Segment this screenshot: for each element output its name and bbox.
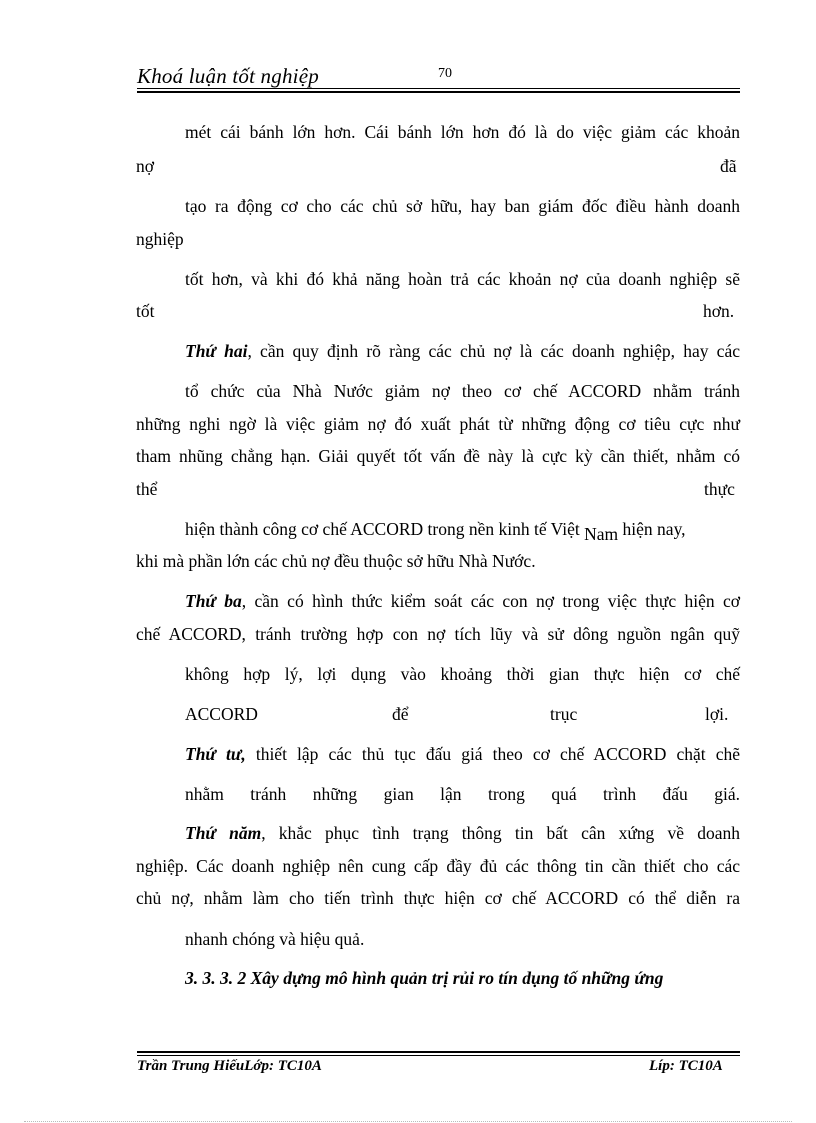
emphasis-lead: Thứ ba [185, 591, 242, 611]
body-line: thể [136, 479, 158, 499]
body-line: nhanh chóng và hiệu quả. [185, 929, 365, 949]
body-line: tham nhũng chẳng hạn. Giải quyết tốt vấn đề này là cực kỳ cần thiết, nhằm có [136, 446, 740, 466]
body-line: lợi. [705, 704, 729, 724]
page-edge-dots [24, 1121, 792, 1122]
emphasis-lead: Thứ năm [185, 823, 262, 843]
body-line: không hợp lý, lợi dụng vào khoảng thời gian thực hiện cơ chế [185, 664, 740, 684]
body-line: những nghi ngờ là việc giảm nợ đó xuất phát từ những động cơ tiêu cực như [136, 414, 740, 434]
body-line: tốt hơn, và khi đó khả năng hoàn trả các khoản nợ của doanh nghiệp sẽ [185, 269, 740, 289]
footer-author: Trần Trung HiếuLớp: TC10A [137, 1058, 322, 1074]
body-line: thực [704, 479, 735, 499]
emphasis-lead: Thứ tư, [185, 744, 246, 764]
header-rule [137, 88, 740, 89]
body-line: Thứ tư, thiết lập các thủ tục đấu giá theo cơ chế ACCORD chặt chẽ [185, 744, 740, 764]
body-line: nhằm tránh những gian lận trong quá trình đấu giá. [185, 784, 740, 804]
body-line: hơn. [703, 301, 735, 321]
header-title: Khoá luận tốt nghiệp [137, 64, 319, 88]
page-number: 70 [438, 66, 452, 81]
body-line: Thứ hai, cần quy định rõ ràng các chủ nợ là các doanh nghiệp, hay các [185, 341, 740, 361]
footer-class: Líp: TC10A [649, 1058, 723, 1074]
footer-rule-double [137, 1051, 740, 1053]
section-subheading: 3. 3. 3. 2 Xây dựng mô hình quản trị rủi ro tín dụng tố những ứng [185, 968, 664, 988]
body-line: tổ chức của Nhà Nước giảm nợ theo cơ chế ACCORD nhằm tránh [185, 381, 740, 401]
body-line: ACCORD [185, 704, 258, 724]
footer-rule [137, 1055, 740, 1056]
body-line: Thứ ba, cần có hình thức kiểm soát các con nợ trong việc thực hiện cơ [185, 591, 740, 611]
header-rule-double [137, 91, 740, 93]
body-line: trục [550, 704, 578, 724]
body-line: Thứ năm, khắc phục tình trạng thông tin bất cân xứng về doanh [185, 823, 740, 843]
emphasis-lead: Thứ hai [185, 341, 248, 361]
body-line: nghiệp [136, 229, 184, 249]
body-line: mét cái bánh lớn hơn. Cái bánh lớn hơn đó là do việc giảm các khoản [185, 122, 740, 142]
body-line: tạo ra động cơ cho các chủ sở hữu, hay ban giám đốc điều hành doanh [185, 196, 740, 216]
body-line: chủ nợ, nhằm làm cho tiến trình thực hiện cơ chế ACCORD có thể diễn ra [136, 888, 740, 908]
body-line: tốt [136, 301, 155, 321]
body-line: khi mà phần lớn các chủ nợ đều thuộc sở hữu Nhà Nước. [136, 551, 536, 571]
body-line: hiện thành công cơ chế ACCORD trong nền kinh tế Việt Nam hiện nay, [185, 519, 686, 544]
body-line: chế ACCORD, tránh trường hợp con nợ tích lũy và sử dông nguồn ngân quỹ [136, 624, 740, 644]
body-line: đã [720, 156, 737, 176]
body-line: nợ [136, 156, 155, 176]
body-line: để [392, 704, 409, 724]
body-line: nghiệp. Các doanh nghiệp nên cung cấp đầy đủ các thông tin cần thiết cho các [136, 856, 740, 876]
